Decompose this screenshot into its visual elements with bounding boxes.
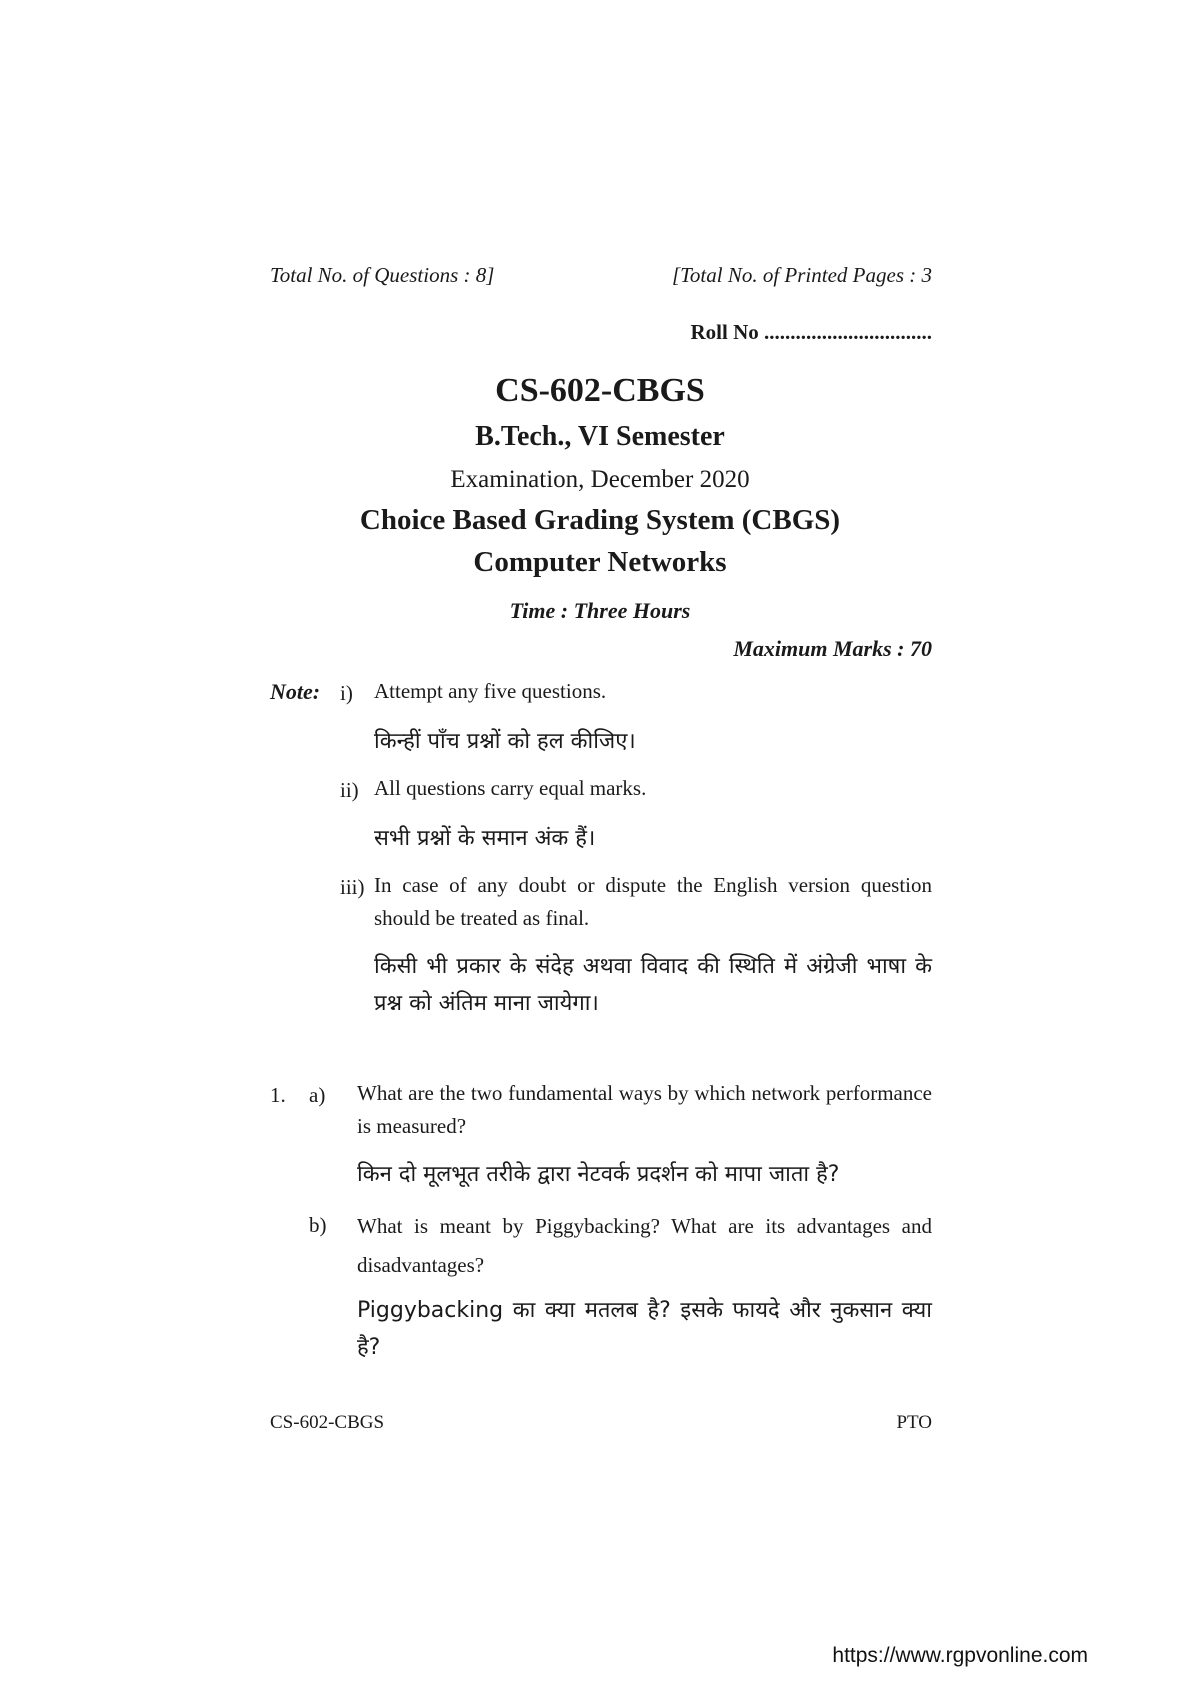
question-text-english: What is meant by Piggybacking? What are its advantages and disadvantages? — [357, 1214, 932, 1277]
footer-pto: PTO — [896, 1412, 932, 1433]
exam-duration: Time : Three Hours — [509, 598, 691, 623]
question-text-hindi: किन दो मूलभूत तरीके द्वारा नेटवर्क प्रदर्शन को मापा जाता है? — [357, 1162, 840, 1187]
footer-paper-code: CS-602-CBGS — [270, 1412, 385, 1433]
degree-semester: B.Tech., VI Semester — [475, 421, 725, 452]
maximum-marks: Maximum Marks : 70 — [733, 636, 932, 661]
question-number: 1. — [270, 1083, 286, 1107]
watermark-url: https://www.rgpvonline.com — [832, 1644, 1088, 1667]
note-text-english: All questions carry equal marks. — [374, 776, 647, 800]
roll-number-field: Roll No ................................ — [690, 320, 932, 344]
paper-code: CS-602-CBGS — [495, 372, 705, 409]
note-text-hindi: किसी भी प्रकार के संदेह अथवा विवाद की स्थिति में अंग्रेजी भाषा के प्रश्न को अंतिम माना जायेगा। — [374, 954, 932, 1016]
note-label: Note: — [270, 679, 321, 704]
note-number: ii) — [340, 778, 359, 802]
note-text-hindi: सभी प्रश्नों के समान अंक हैं। — [374, 826, 596, 851]
question-text-hindi: Piggybacking का क्या मतलब है? इसके फायदे और नुकसान क्या है? — [357, 1298, 932, 1360]
note-text-english: Attempt any five questions. — [374, 679, 607, 703]
question-part-label: b) — [309, 1213, 327, 1237]
total-printed-pages: [Total No. of Printed Pages : 3 — [672, 263, 932, 287]
question-text-english: What are the two fundamental ways by which network performance is measured? — [357, 1081, 932, 1138]
examination-session: Examination, December 2020 — [450, 466, 750, 493]
note-text-hindi: किन्हीं पाँच प्रश्नों को हल कीजिए। — [374, 729, 636, 754]
grading-scheme: Choice Based Grading System (CBGS) — [359, 504, 841, 536]
note-number: i) — [340, 681, 353, 705]
subject-title: Computer Networks — [473, 546, 727, 578]
note-text-english: In case of any doubt or dispute the English version question should be treated as final. — [374, 873, 932, 930]
total-questions: Total No. of Questions : 8] — [270, 263, 495, 287]
question-part-label: a) — [309, 1083, 326, 1107]
note-number: iii) — [340, 875, 365, 899]
